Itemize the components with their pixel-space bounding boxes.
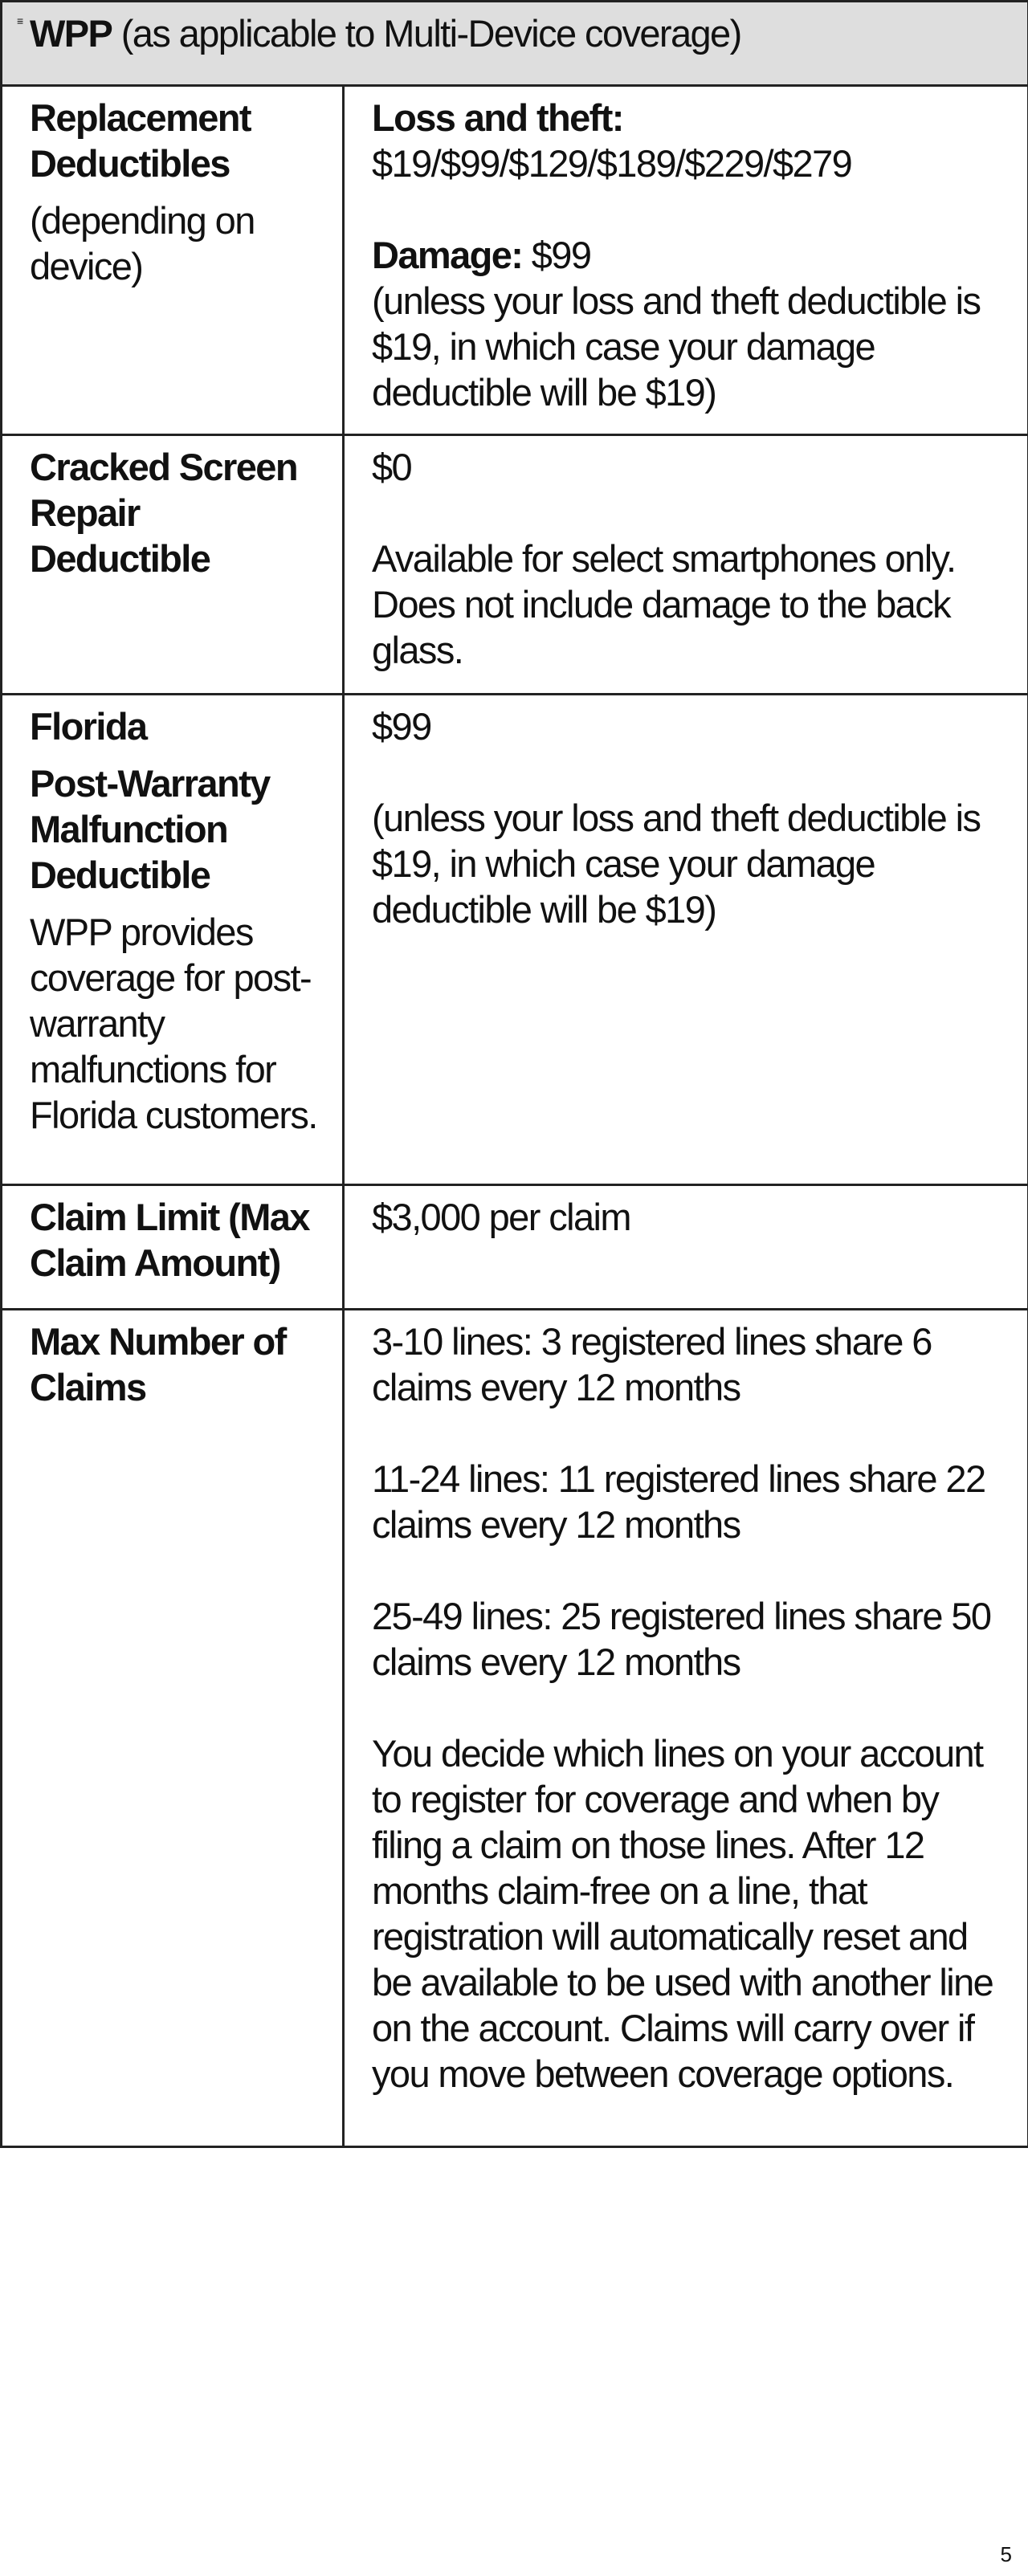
row-label-cell [2, 435, 344, 695]
row-value-cell [344, 1185, 1028, 1310]
row-label: Max Number of Claims [30, 1320, 286, 1408]
row-label-cell [2, 1310, 344, 2147]
header-title-rest: (as applicable to Multi-Device coverage) [112, 12, 741, 55]
row-sublabel: WPP provides coverage for post-warranty malfunctions for Florida customers. [30, 911, 317, 1136]
table-header-row [2, 2, 1028, 86]
row-note: (unless your loss and theft deductible is $19, in which case your damage deductible will be $19) [372, 797, 981, 931]
loss-theft-value: $19/$99/$129/$189/$229/$279 [372, 142, 852, 185]
row-label: Cracked Screen Repair Deductible [30, 446, 297, 580]
table-row [2, 695, 1028, 1185]
claims-tier: 25-49 lines: 25 registered lines share 50 claims every 12 months [372, 1595, 991, 1683]
row-value-cell [344, 1310, 1028, 2147]
header-title-bold: WPP [30, 12, 112, 55]
row-note: Available for select smartphones only. Does not include damage to the back glass. [372, 537, 956, 671]
loss-theft-label: Loss and theft: [372, 96, 623, 139]
row-sublabel: (depending on device) [30, 199, 255, 287]
row-label: Replacement Deductibles [30, 96, 251, 185]
page-number: 5 [1000, 2542, 1012, 2566]
row-value: $3,000 per claim [372, 1196, 630, 1238]
damage-value: $99 [522, 234, 591, 276]
claims-tier: 3-10 lines: 3 registered lines share 6 claims every 12 months [372, 1320, 932, 1408]
row-label-line1: Florida [30, 705, 147, 748]
row-note: You decide which lines on your account to register for coverage and when by filing a claim on those lines. After 12 months claim-free on a line, that registration will automatically reset and be available to be used with another line on the account. Claims will carry over if you move between coverage options. [372, 1732, 993, 2095]
row-label-cell [2, 86, 344, 435]
header-mark: ≡ [17, 14, 24, 27]
table-row [2, 86, 1028, 435]
table-row [2, 1310, 1028, 2147]
row-value-cell [344, 86, 1028, 435]
damage-label: Damage: [372, 234, 523, 276]
row-label-cell [2, 695, 344, 1185]
row-value: $0 [372, 446, 412, 488]
table-row [2, 435, 1028, 695]
claims-tier: 11-24 lines: 11 registered lines share 22 claims every 12 months [372, 1457, 985, 1546]
row-value: $99 [372, 705, 431, 748]
damage-note: (unless your loss and theft deductible is $19, in which case your damage deductible will be $19) [372, 279, 981, 414]
table-header [2, 2, 1028, 86]
damage-line [372, 232, 1006, 278]
row-value-cell [344, 695, 1028, 1185]
table-row [2, 1185, 1028, 1310]
row-label-cell [2, 1185, 344, 1310]
row-label: Claim Limit (Max Claim Amount) [30, 1196, 309, 1284]
row-label-line2: Post-Warranty Malfunction Deductible [30, 762, 270, 896]
row-value-cell [344, 435, 1028, 695]
